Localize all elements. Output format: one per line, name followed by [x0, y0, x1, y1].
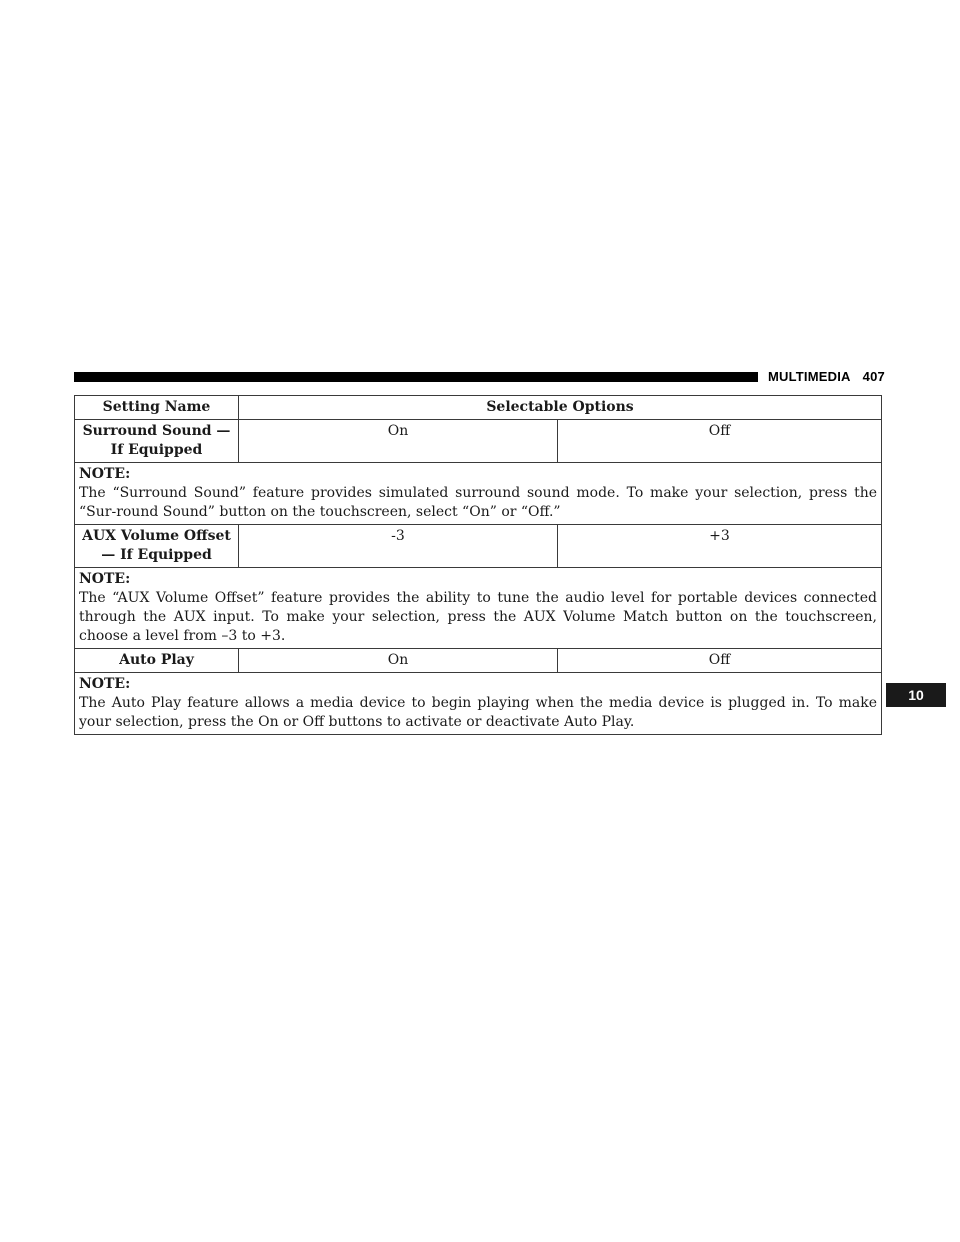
note-text: The “AUX Volume Offset” feature provides the ability to tune the audio level for portable devices connected through the AUX input. To make your selection, press the AUX Volume Match button on the touchscreen, choose a level from –3 to +3. — [79, 590, 877, 644]
note-cell — [75, 673, 882, 735]
option-cell: -3 — [239, 525, 558, 568]
option-cell: +3 — [558, 525, 882, 568]
note-text: The Auto Play feature allows a media device to begin playing when the media device is plugged in. To make your selection, press the On or Off buttons to activate or deactivate Auto Play. — [79, 695, 877, 730]
note-text: The “Surround Sound” feature provides simulated surround sound mode. To make your selection, press the “Sur-round Sound” button on the touchscreen, select “On” or “Off.” — [79, 485, 877, 520]
note-cell — [75, 463, 882, 525]
table-row — [75, 420, 882, 463]
setting-name-cell — [75, 525, 239, 568]
setting-name-line: AUX Volume Offset — [82, 528, 231, 544]
setting-name-cell — [75, 649, 239, 673]
note-row — [75, 673, 882, 735]
section-title: MULTIMEDIA — [768, 369, 851, 384]
note-row — [75, 568, 882, 649]
setting-name-line: If Equipped — [110, 442, 203, 458]
option-cell: Off — [558, 649, 882, 673]
settings-table — [74, 395, 882, 735]
option-cell: On — [239, 420, 558, 463]
option-cell: On — [239, 649, 558, 673]
column-header-setting-name: Setting Name — [75, 396, 239, 420]
table-row — [75, 649, 882, 673]
chapter-tab: 10 — [886, 683, 946, 707]
table-header-row — [75, 396, 882, 420]
table-row — [75, 525, 882, 568]
running-header — [768, 368, 885, 386]
setting-name-cell — [75, 420, 239, 463]
note-label: NOTE: — [79, 676, 131, 692]
setting-name-line: Surround Sound — — [82, 423, 231, 439]
column-header-selectable-options: Selectable Options — [239, 396, 882, 420]
note-cell — [75, 568, 882, 649]
setting-name-line: — If Equipped — [101, 547, 212, 563]
note-label: NOTE: — [79, 466, 131, 482]
page-number: 407 — [862, 369, 885, 384]
note-row — [75, 463, 882, 525]
header-rule — [74, 372, 758, 382]
option-cell: Off — [558, 420, 882, 463]
note-label: NOTE: — [79, 571, 131, 587]
setting-name-line: Auto Play — [119, 652, 194, 668]
